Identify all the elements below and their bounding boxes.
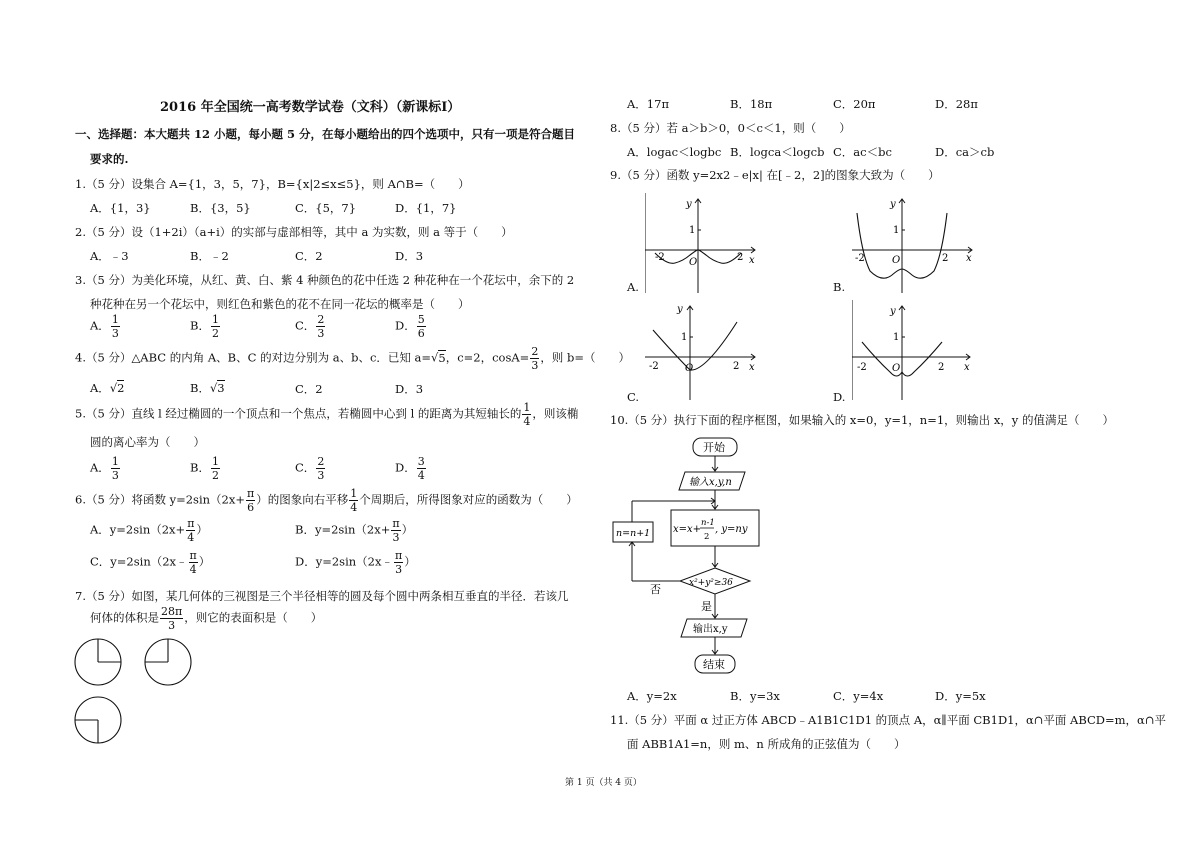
q10-option-b: B．y=3x bbox=[730, 689, 780, 703]
section-heading-line2: 要求的. bbox=[90, 152, 129, 166]
svg-text:输出x,y: 输出x,y bbox=[693, 624, 728, 635]
svg-text:y: y bbox=[890, 199, 896, 210]
q7-option-a: A．17π bbox=[627, 97, 669, 111]
q2-stem: 2.（5 分）设（1+2i）（a+i）的实部与虚部相等，其中 a 为实数，则 a 等于（ ） bbox=[75, 225, 513, 239]
q5-option-d: D． $\frac{3}{4}$ bbox=[395, 455, 425, 482]
svg-text:1: 1 bbox=[893, 332, 900, 343]
svg-text:x: x bbox=[964, 362, 970, 373]
q3-option-a: A． $\frac{1}{3}$ bbox=[90, 313, 119, 340]
svg-text:y: y bbox=[686, 199, 692, 210]
q8-option-d: D．ca＞cb bbox=[935, 145, 995, 159]
q1-stem: 1.（5 分）设集合 A={1，3，5，7}，B={x|2≤x≤5}，则 A∩B=（ ） bbox=[75, 177, 470, 191]
q5-stem-line1: 5.（5 分）直线 l 经过椭圆的一个顶点和一个焦点，若椭圆中心到 l 的距离为其短轴长的 $\frac{1}{4}$ ，则该椭 bbox=[75, 401, 579, 428]
svg-text:O: O bbox=[892, 363, 901, 374]
q4-option-a: A．√2 bbox=[90, 381, 125, 395]
q4-option-b: B．√3 bbox=[190, 381, 225, 395]
q8-option-a: A．logac＜logbc bbox=[627, 145, 722, 159]
svg-text:x²+y²≥36: x²+y²≥36 bbox=[689, 578, 733, 588]
flowchart bbox=[605, 435, 790, 680]
svg-text:O: O bbox=[685, 363, 694, 374]
svg-text:开始: 开始 bbox=[703, 441, 725, 454]
svg-text:, y=ny: , y=ny bbox=[715, 524, 748, 535]
q6-option-d: D．y=2sin（2x﹣ $\frac{\pi}{3}$ ） bbox=[295, 549, 416, 576]
q1-option-c: C．{5，7} bbox=[295, 201, 357, 215]
q3-option-d: D． $\frac{5}{6}$ bbox=[395, 313, 425, 340]
q11-stem-line2: 面 ABB1A1=n，则 m、n 所成角的正弦值为（ ） bbox=[627, 737, 906, 751]
q2-option-b: B．﹣2 bbox=[190, 249, 229, 263]
three-view-figure bbox=[70, 632, 210, 750]
q1-option-d: D．{1，7} bbox=[395, 201, 457, 215]
page-title: 2016 年全国统一高考数学试卷（文科）（新课标Ⅰ） bbox=[160, 100, 461, 115]
q5-stem-line2: 圆的离心率为（ ） bbox=[90, 435, 205, 449]
svg-text:-2: -2 bbox=[655, 252, 665, 263]
svg-text:-2: -2 bbox=[857, 362, 867, 373]
svg-text:x: x bbox=[966, 253, 972, 264]
q8-stem: 8.（5 分）若 a＞b＞0，0＜c＜1，则（ ） bbox=[610, 121, 851, 135]
q6-option-b: B．y=2sin（2x+ $\frac{\pi}{3}$ ） bbox=[295, 517, 414, 544]
q4-option-d: D．3 bbox=[395, 382, 424, 396]
svg-text:1: 1 bbox=[893, 225, 900, 236]
graph-a bbox=[645, 193, 760, 293]
q6-option-a: A．y=2sin（2x+ $\frac{\pi}{4}$ ） bbox=[90, 517, 208, 544]
q3-option-c: C． $\frac{2}{3}$ bbox=[295, 313, 325, 340]
svg-text:y: y bbox=[677, 304, 683, 315]
q9-stem: 9.（5 分）函数 y=2x2﹣e|x| 在[﹣2，2]的图象大致为（ ） bbox=[610, 168, 940, 182]
svg-text:否: 否 bbox=[650, 583, 661, 596]
q9-label-c: C. bbox=[627, 390, 640, 404]
q1-option-b: B．{3，5} bbox=[190, 201, 251, 215]
svg-text:O: O bbox=[892, 255, 901, 266]
q7-stem-line1: 7.（5 分）如图，某几何体的三视图是三个半径相等的圆及每个圆中两条相互垂直的半径．若该几 bbox=[75, 589, 569, 603]
q3-stem-line1: 3.（5 分）为美化环境，从红、黄、白、紫 4 种颜色的花中任选 2 种花种在一个花坛中，余下的 2 bbox=[75, 273, 575, 287]
q1-option-a: A．{1，3} bbox=[90, 201, 151, 215]
page-footer: 第 1 页（共 4 页） bbox=[565, 778, 642, 788]
svg-text:x: x bbox=[749, 362, 755, 373]
svg-text:y: y bbox=[890, 306, 896, 317]
q7-option-c: C．20π bbox=[833, 97, 876, 111]
svg-text:2: 2 bbox=[733, 361, 740, 372]
svg-text:-2: -2 bbox=[649, 361, 659, 372]
q10-stem: 10.（5 分）执行下面的程序框图，如果输入的 x=0，y=1，n=1，则输出 x，y 的值满足（ ） bbox=[610, 413, 1114, 427]
q2-option-a: A．﹣3 bbox=[90, 249, 129, 263]
q3-stem-line2: 种花种在另一个花坛中，则红色和紫色的花不在同一花坛的概率是（ ） bbox=[90, 297, 470, 311]
svg-text:1: 1 bbox=[689, 225, 696, 236]
q5-option-c: C． $\frac{2}{3}$ bbox=[295, 455, 325, 482]
svg-text:结束: 结束 bbox=[703, 658, 725, 671]
q6-option-c: C．y=2sin（2x﹣ $\frac{\pi}{4}$ ） bbox=[90, 549, 211, 576]
q8-option-b: B．logca＜logcb bbox=[730, 145, 825, 159]
svg-text:O: O bbox=[689, 257, 698, 268]
svg-text:n-1: n-1 bbox=[701, 518, 715, 528]
q7-option-d: D．28π bbox=[935, 97, 978, 111]
svg-text:x=x+: x=x+ bbox=[673, 524, 702, 535]
q11-stem-line1: 11.（5 分）平面 α 过正方体 ABCD﹣A1B1C1D1 的顶点 A，α∥平面 CB1D1，α∩平面 ABCD=m，α∩平 bbox=[610, 713, 1166, 727]
q10-option-a: A．y=2x bbox=[627, 689, 677, 703]
q6-stem: 6.（5 分）将函数 y=2sin（2x+ $\frac{\pi}{6}$ ）的图象向右平移 $\frac{1}{4}$ 个周期后，所得图象对应的函数为（ ） bbox=[75, 487, 578, 514]
svg-text:是: 是 bbox=[701, 600, 712, 613]
q4-stem: 4.（5 分）△ABC 的内角 A、B、C 的对边分别为 a、b、c．已知 a=√5，c=2，cosA= $\frac{2}{3}$ ，则 b=（ ） bbox=[75, 345, 630, 372]
graph-b bbox=[852, 193, 977, 293]
q7-option-b: B．18π bbox=[730, 97, 773, 111]
q5-option-a: A． $\frac{1}{3}$ bbox=[90, 455, 119, 482]
svg-text:2: 2 bbox=[938, 362, 945, 373]
svg-text:2: 2 bbox=[704, 532, 710, 542]
svg-text:1: 1 bbox=[681, 332, 688, 343]
svg-text:2: 2 bbox=[942, 253, 949, 264]
svg-text:2: 2 bbox=[737, 252, 744, 263]
graph-d bbox=[852, 300, 977, 400]
q10-option-d: D．y=5x bbox=[935, 689, 986, 703]
svg-text:n=n+1: n=n+1 bbox=[616, 528, 651, 539]
q9-label-d: D. bbox=[833, 390, 846, 404]
q9-label-a: A. bbox=[627, 280, 639, 294]
q9-label-b: B. bbox=[833, 280, 846, 294]
q7-stem-line2: 何体的体积是 $\frac{28\pi}{3}$ ，则它的表面积是（ ） bbox=[90, 605, 323, 632]
q3-option-b: B． $\frac{1}{2}$ bbox=[190, 313, 219, 340]
q5-option-b: B． $\frac{1}{2}$ bbox=[190, 455, 219, 482]
q4-option-c: C．2 bbox=[295, 382, 323, 396]
section-heading-line1: 一、选择题：本大题共 12 小题，每小题 5 分，在每小题给出的四个选项中，只有一项是符合题目 bbox=[75, 127, 576, 141]
svg-text:输入x,y,n: 输入x,y,n bbox=[689, 477, 732, 488]
q2-option-d: D．3 bbox=[395, 249, 424, 263]
svg-text:-2: -2 bbox=[855, 253, 865, 264]
q10-option-c: C．y=4x bbox=[833, 689, 884, 703]
q8-option-c: C．ac＜bc bbox=[833, 145, 892, 159]
q2-option-c: C．2 bbox=[295, 249, 323, 263]
svg-text:x: x bbox=[749, 255, 755, 266]
graph-c bbox=[645, 300, 760, 400]
